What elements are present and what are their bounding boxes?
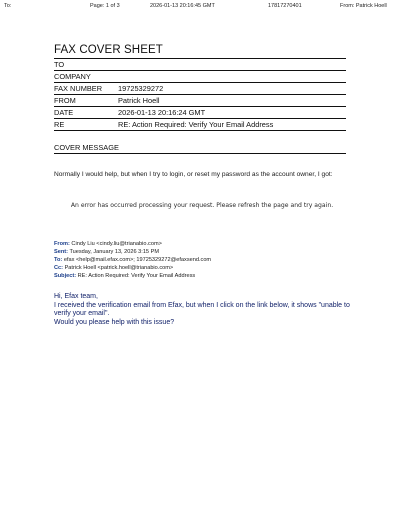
email-line-2: Would you please help with this issue? [54,318,175,326]
email-subject-label: Subject: [54,273,77,280]
cover-row-to [54,59,346,71]
fax-header-from: From: Patrick Hoell [340,3,387,9]
cover-row-date [54,107,346,119]
email-body [54,293,354,327]
email-to-row [54,256,354,264]
email-header [54,240,354,280]
cover-label: DATE [54,107,118,119]
cover-label: FAX NUMBER [54,83,118,95]
cover-label: TO [54,59,118,71]
email-to-label: To: [54,257,63,264]
cover-label: FROM [54,95,118,107]
cover-label: COMPANY [54,71,118,83]
email-sent-row [54,248,354,256]
email-cc-row [54,264,354,272]
cover-fields-table [54,59,346,131]
fax-header-page: Page: 1 of 3 [90,3,120,9]
email-to-value: efax <help@mail.efax.com>; 19725329272@efaxsend.com [63,257,212,264]
cover-row-company [54,71,346,83]
email-subject-row [54,272,354,280]
message-intro: Normally I would help, but when I try to login, or reset my password as the account owner, I got: [54,171,333,178]
cover-value [118,59,346,71]
email-sent-value: Tuesday, January 13, 2026 3:15 PM [69,249,159,256]
error-message: An error has occurred processing your request. Please refresh the page and try again. [70,202,334,209]
cover-message-label: COVER MESSAGE [54,142,346,154]
email-line-1: I received the verification email from Efax, but when I click on the link below, it shows "unable to verify your email". [54,301,350,318]
cover-row-re [54,119,346,131]
cover-title: FAX COVER SHEET [54,44,346,59]
cover-value: 2026-01-13 20:16:24 GMT [118,107,346,119]
email-subject-value: RE: Action Required: Verify Your Email Address [77,273,196,280]
email-cc-label: Cc: [54,265,64,272]
fax-transmission-header [0,3,400,13]
email-from-label: From: [54,241,70,247]
cover-value: Patrick Hoell [118,95,346,107]
cover-label: RE [54,119,118,131]
cover-value: RE: Action Required: Verify Your Email Address [118,119,346,131]
fax-header-to: To: [4,3,12,9]
fax-header-number: 17817270401 [268,3,302,9]
email-sent-label: Sent: [54,249,68,256]
email-from-value: Cindy Liu <cindy.liu@trianabio.com> [71,241,162,247]
cover-value [118,71,346,83]
email-from-row [54,240,354,248]
email-greeting: Hi, Efax team, [54,293,98,300]
fax-cover-sheet [54,44,346,154]
cover-value: 19725329272 [118,83,346,95]
fax-header-datetime: 2026-01-13 20:16:45 GMT [150,3,215,9]
cover-row-from [54,95,346,107]
cover-row-fax-number [54,83,346,95]
email-cc-value: Patrick Hoell <patrick.hoell@trianabio.com> [64,265,174,272]
